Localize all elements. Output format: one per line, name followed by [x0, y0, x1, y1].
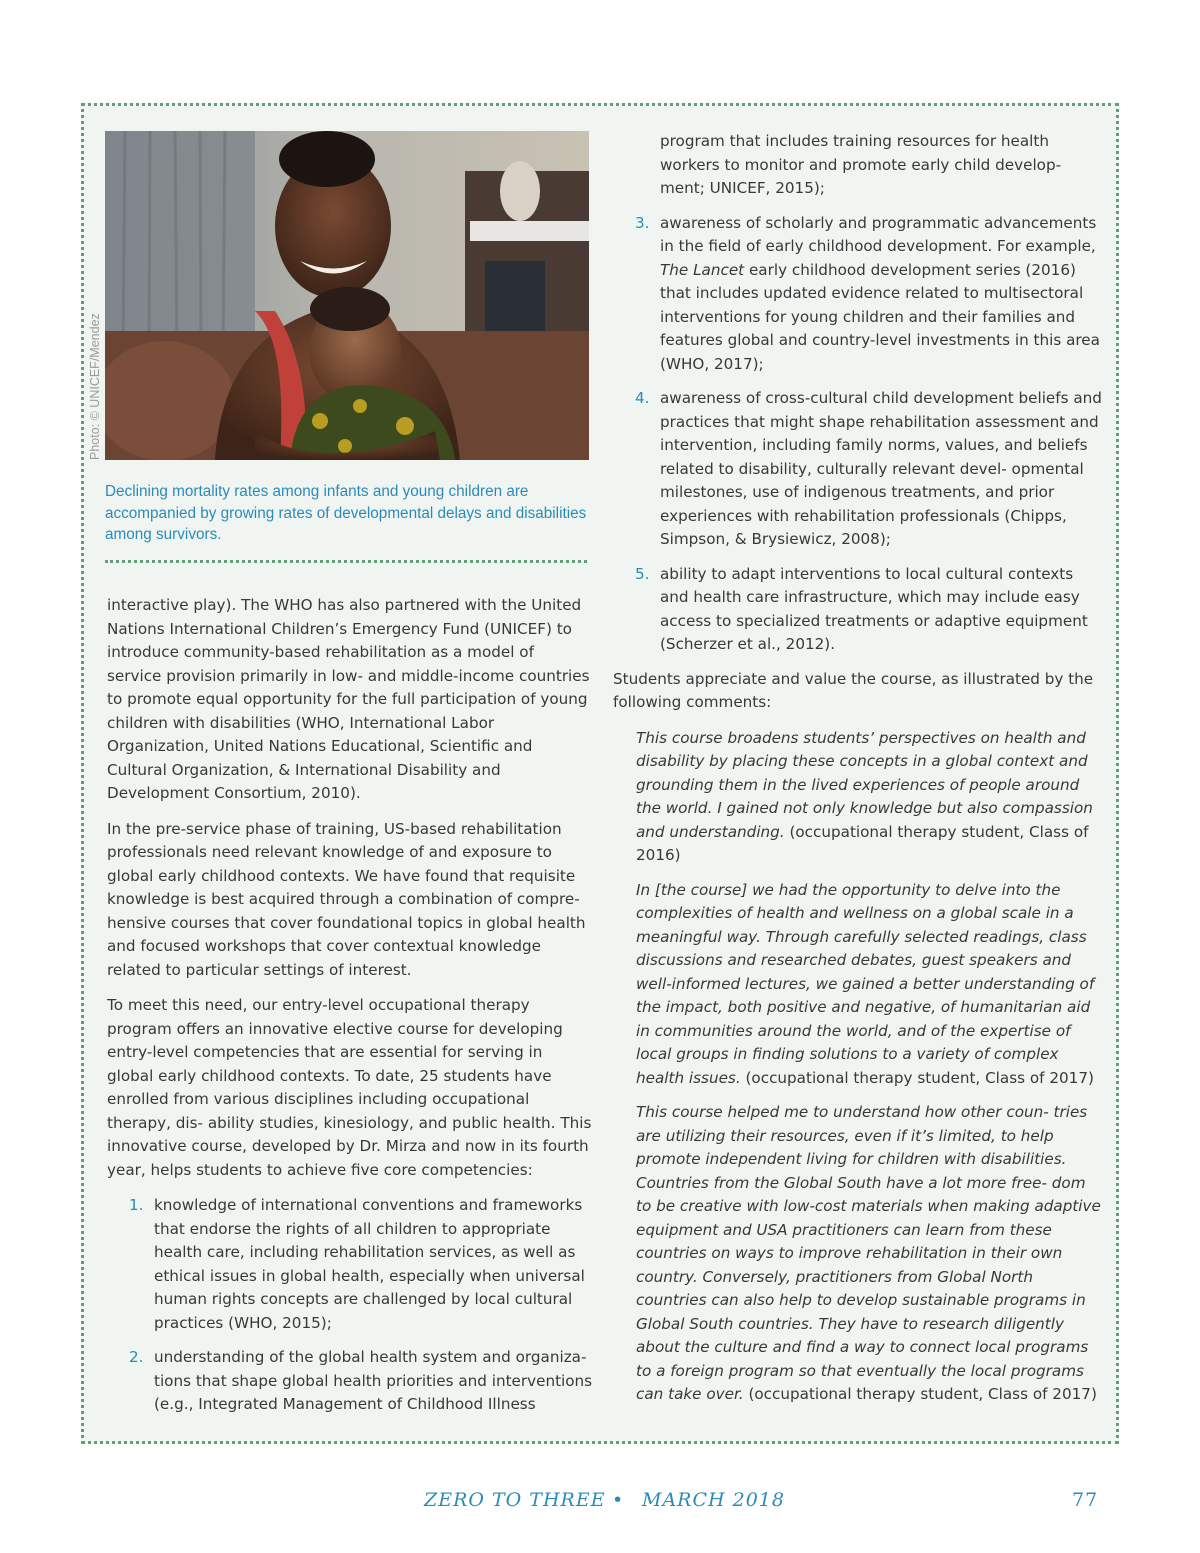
caption-divider	[105, 560, 587, 563]
quote-text: In [the course] we had the opportunity to delve into the complexities of health and wellness on a global scale in a meaningful way. Through carefully selected readings, class discussions and researched debates, guest speakers and well-informed lectures, we gained a better understanding of the impact, both positive and negative, of humanitarian aid in communities around the world, and of the expertise of local groups in finding solutions to a variety of complex health issues.	[636, 880, 1095, 1087]
left-column	[107, 594, 593, 1428]
issue-date: MARCH 2018	[642, 1489, 785, 1511]
list-number: 1.	[129, 1196, 144, 1214]
quote-text: This course broadens students’ perspectives on health and disability by placing these concepts in a global context and grounding them in the lived experiences of people around the world. I gained not only knowledge but also compassion and understanding.	[636, 728, 1093, 841]
journal-name: ZERO TO THREE	[424, 1489, 606, 1511]
list-number: 3.	[635, 213, 650, 232]
paragraph: To meet this need, our entry-level occupational therapy program offers an innovative elective course for developing entry-level competencies that are essential for serving in global early childhood contexts. To date, 25 students have enrolled from various disciplines including occupational therapy, dis- ability studies, kinesiology, and public health. This innovative course, developed by Dr. Mirza and now in its fourth year, helps students to achieve five core competencies:	[107, 996, 592, 1179]
list-item	[613, 563, 1103, 657]
page-footer	[0, 1489, 1200, 1519]
competency-list-continued	[613, 212, 1103, 657]
quote-attribution: (occupational therapy student, Class of 2016)	[636, 822, 1089, 864]
list-item	[613, 387, 1103, 552]
student-quote	[613, 879, 1103, 1091]
paragraph: In the pre-service phase of training, US-based rehabilitation professionals need relevant knowledge of and exposure to global early childhood contexts. We have found that requisite knowledge is best acquired through a combination of compre- hensive courses that cover foundational topics in global health and focused workshops that cover contextual knowledge related to particular settings of interest.	[107, 819, 586, 979]
list-continuation: program that includes training resources for health workers to monitor and promote early child develop- ment; UNICEF, 2015);	[660, 132, 1062, 197]
mother-and-infant-photo	[105, 131, 589, 460]
list-text: early childhood development series (2016) that includes updated evidence related to multisectoral interventions for young children and their families and features global and country-level investments in this area (WHO, 2017);	[660, 260, 1100, 373]
student-quote	[613, 1101, 1103, 1407]
quote-text: This course helped me to understand how other coun- tries are utilizing their resources, even if it’s limited, to help promote independent living for children with disabilities. Countries from the Global South have a lot more free- dom to be creative with low-cost materials when making adaptive equipment and USA practitioners can learn from these countries on ways to improve rehabilitation in their own country. Conversely, practitioners from Global North countries can also help to develop sustainable programs in Global South countries. They have to research diligently about the culture and find a way to connect local programs to a foreign program so that eventually the local programs can take over.	[636, 1103, 1101, 1403]
list-number: 5.	[635, 564, 650, 583]
list-text: ability to adapt interventions to local cultural contexts and health care infrastructure, which may include easy access to specialized treatments or adaptive equipment (Scherzer et al., 2012).	[660, 564, 1088, 653]
photo	[105, 131, 589, 460]
list-number: 4.	[635, 389, 650, 407]
competency-list	[107, 1194, 593, 1417]
list-item	[613, 212, 1103, 377]
photo-caption: Declining mortality rates among infants and young children are accompanied by growing rates of developmental delays and disabilities among survivors.	[105, 483, 587, 543]
paragraph: interactive play). The WHO has also partnered with the United Nations International Children’s Emergency Fund (UNICEF) to introduce community-based rehabilitation as a model of service provision primarily in low- and middle-income countries to promote equal opportunity for the full participation of young children with disabilities (WHO, International Labor Organization, United Nations Educational, Scientific and Cultural Organization, & International Disability and Development Consortium, 2010).	[107, 596, 590, 802]
student-quote	[613, 727, 1103, 868]
page-number: 77	[1072, 1489, 1099, 1511]
list-number: 2.	[129, 1348, 144, 1366]
list-text: understanding of the global health system and organiza- tions that shape global health priorities and interventions (e.g., Integrated Management of Childhood Illness	[154, 1348, 593, 1413]
list-text: awareness of scholarly and programmatic advancements in the field of early childhood development. For example,	[660, 213, 1097, 255]
list-text: knowledge of international conventions and frameworks that endorse the rights of all children to appropriate health care, including rehabilitation services, as well as ethical issues in global health, especially when universal human rights concepts are challenged by local cultural practices (WHO, 2015);	[154, 1196, 585, 1332]
right-column	[613, 130, 1103, 1418]
paragraph: Students appreciate and value the course, as illustrated by the following comments:	[613, 669, 1094, 711]
photo-credit: Photo: © UNICEF/Mendez	[88, 313, 102, 460]
quote-attribution: (occupational therapy student, Class of 2017)	[740, 1068, 1094, 1087]
list-item	[107, 1194, 593, 1335]
list-text: awareness of cross-cultural child development beliefs and practices that might shape rehabilitation assessment and intervention, including family norms, values, and beliefs related to disability, culturally relevant devel- opmental milestones, use of indigenous treatments, and prior experiences with rehabilitation professionals (Chipps, Simpson, & Brysiewicz, 2008);	[660, 389, 1102, 548]
list-item	[107, 1346, 593, 1417]
journal-title: The Lancet	[660, 260, 745, 279]
quote-attribution: (occupational therapy student, Class of 2017)	[743, 1385, 1097, 1403]
footer-bullet: •	[612, 1489, 625, 1511]
